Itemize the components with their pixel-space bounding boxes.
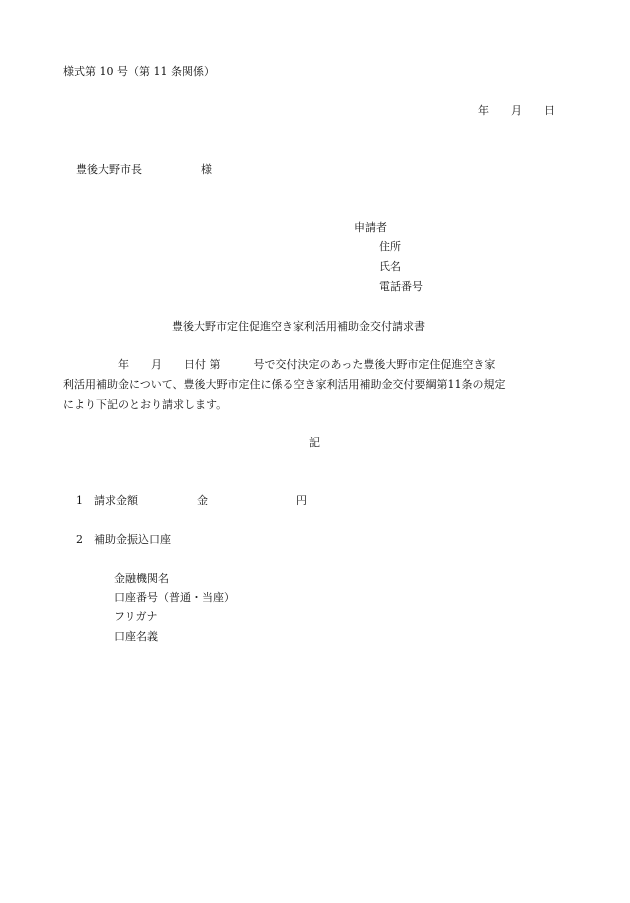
item-1-gold: 金: [197, 494, 208, 507]
bank-furigana-label: フリガナ: [114, 610, 158, 623]
body-line-2: 利活用補助金について、豊後大野市定住に係る空き家利活用補助金交付要綱第11条の規定: [63, 378, 506, 391]
body-line-3: により下記のとおり請求します。: [63, 398, 228, 411]
body-line-1: 年 月 日付 第 号で交付決定のあった豊後大野市定住促進空き家: [63, 358, 496, 371]
bank-account-name-label: 口座名義: [114, 630, 158, 643]
applicant-name-label: 氏名: [379, 260, 401, 273]
addressee: 豊後大野市長: [76, 163, 142, 176]
applicant-title: 申請者: [354, 221, 387, 234]
addressee-honorific: 様: [201, 163, 212, 176]
date-line: 年 月 日: [478, 104, 555, 117]
ki-heading: 記: [309, 436, 320, 449]
form-number: 様式第 10 号（第 11 条関係）: [63, 65, 215, 78]
bank-account-number-label: 口座番号（普通・当座）: [114, 591, 235, 604]
item-2-label: 2 補助金振込口座: [76, 533, 171, 546]
item-1-label: 1 請求金額: [76, 494, 138, 507]
document-title: 豊後大野市定住促進空き家利活用補助金交付請求書: [172, 320, 425, 333]
applicant-address-label: 住所: [379, 240, 401, 253]
body-paragraph: [63, 355, 569, 415]
applicant-phone-label: 電話番号: [379, 280, 423, 293]
bank-institution-label: 金融機関名: [114, 572, 169, 585]
item-1-yen: 円: [296, 494, 307, 507]
